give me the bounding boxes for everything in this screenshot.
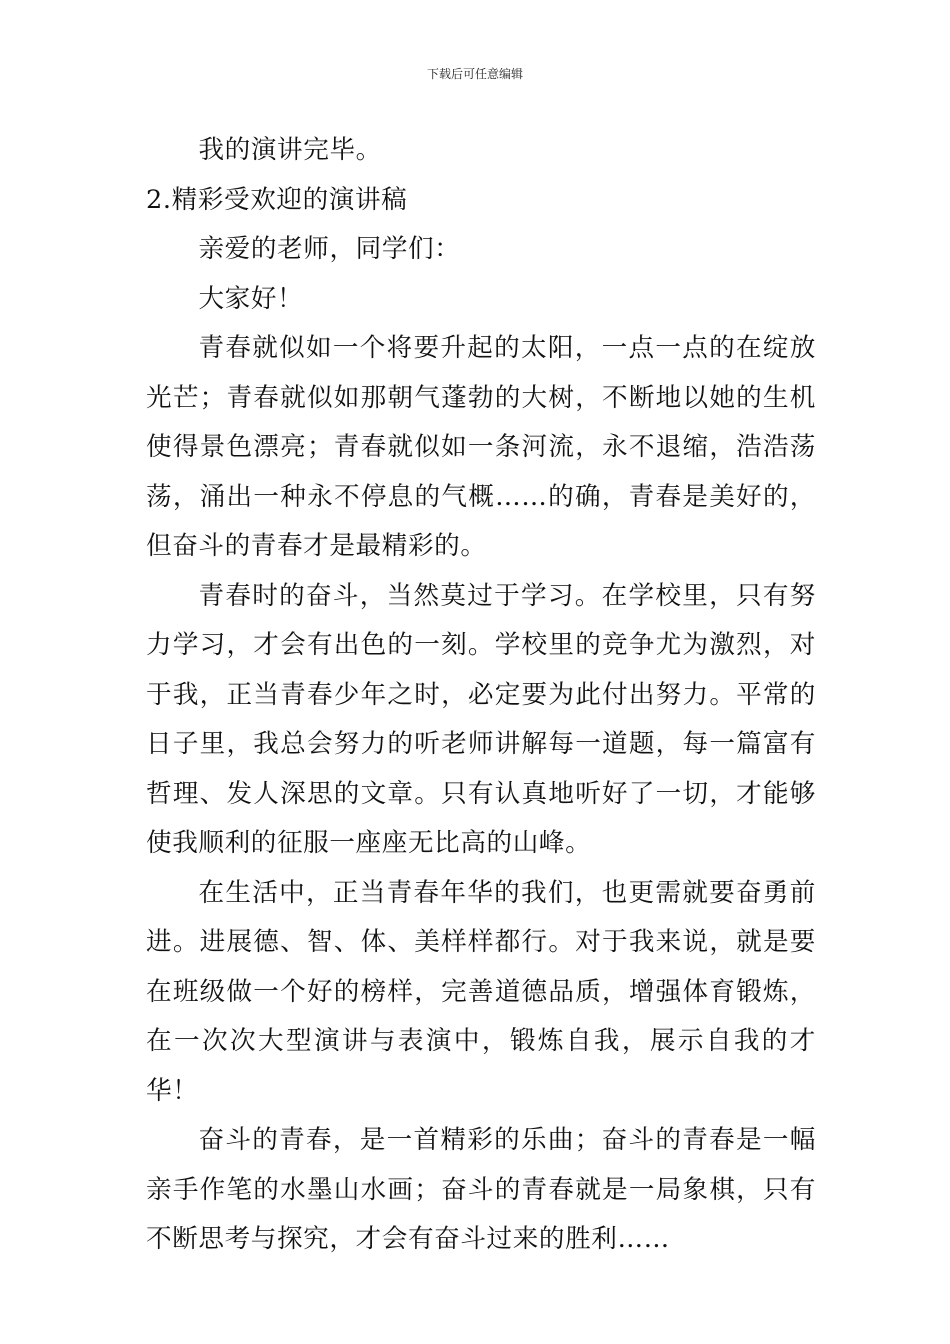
- salutation: 亲爱的老师，同学们：: [198, 234, 461, 264]
- greeting: 大家好！: [198, 283, 304, 314]
- body-paragraph: 青春就似如一个将要升起的太阳，一点一点的在绽放光芒；青春就似如那朝气蓬勃的大树，不断地以她的生机使得景色漂亮；青春就似如一条河流，永不退缩，浩浩荡荡，涌出一种永不停息的气概……的确，青春是美好的，但奋斗的青春才是最精彩的。: [146, 333, 816, 561]
- document-body: [146, 126, 816, 1265]
- body-paragraph: 奋斗的青春，是一首精彩的乐曲；奋斗的青春是一幅亲手作笔的水墨山水画；奋斗的青春就是一局象棋，只有不断思考与探究，才会有奋斗过来的胜利……: [146, 1125, 816, 1254]
- page-header: 下载后可任意编辑: [426, 67, 523, 81]
- body-paragraph: 青春时的奋斗，当然莫过于学习。在学校里，只有努力学习，才会有出色的一刻。学校里的竞争尤为激烈，对于我，正当青春少年之时，必定要为此付出努力。平常的日子里，我总会努力的听老师讲解每一道题，每一篇富有哲理、发人深思的文章。只有认真地听好了一切，才能够使我顺利的征服一座座无比高的山峰。: [146, 580, 816, 858]
- closing-line: 我的演讲完毕。: [198, 135, 382, 165]
- body-paragraph: 在生活中，正当青春年华的我们，也更需就要奋勇前进。进展德、智、体、美样样都行。对于我来说，就是要在班级做一个好的榜样，完善道德品质，增强体育锻炼，在一次次大型演讲与表演中，锻炼自我，展示自我的才华！: [146, 877, 816, 1106]
- section-heading: 2.精彩受欢迎的演讲稿: [146, 184, 408, 215]
